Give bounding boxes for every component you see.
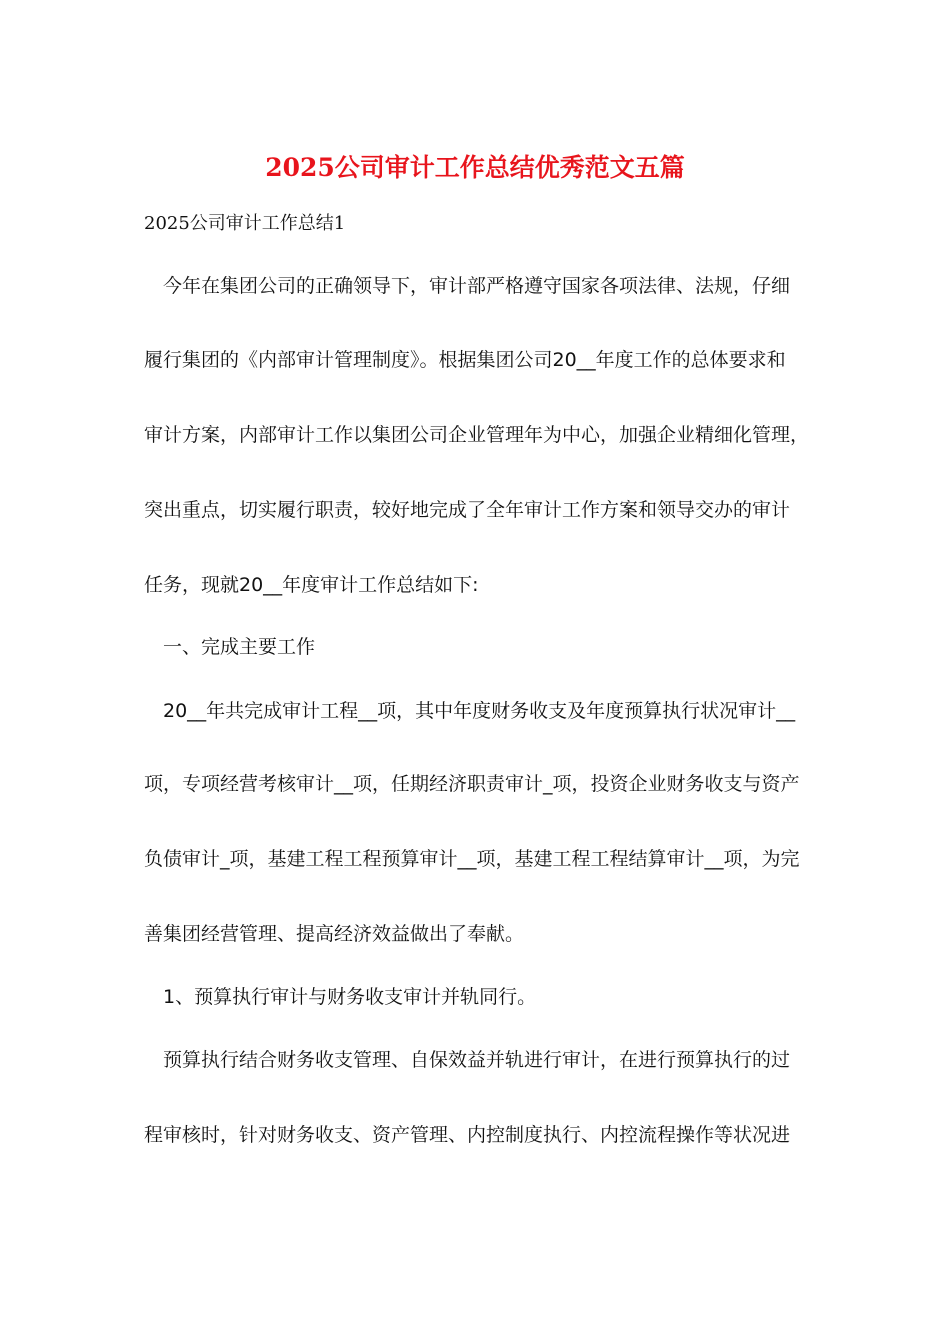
paragraph-line: 任务，现就20__年度审计工作总结如下: (144, 574, 479, 596)
section-subtitle: 2025公司审计工作总结1 (144, 213, 346, 234)
paragraph-line: 突出重点，切实履行职责，较好地完成了全年审计工作方案和领导交办的审计 (144, 499, 791, 521)
paragraph-line: 今年在集团公司的正确领导下，审计部严格遵守国家各项法律、法规，仔细 (163, 275, 791, 297)
document-title: 2025公司审计工作总结优秀范文五篇 (265, 153, 685, 182)
paragraph-line: 程审核时，针对财务收支、资产管理、内控制度执行、内控流程操作等状况进 (144, 1124, 791, 1146)
paragraph-line: 项，专项经营考核审计__项，任期经济职责审计_项，投资企业财务收支与资产 (144, 773, 800, 795)
section-heading: 一、完成主要工作 (163, 636, 316, 658)
paragraph-line: 负债审计_项，基建工程工程预算审计__项，基建工程工程结算审计__项，为完 (144, 848, 800, 870)
paragraph-line: 善集团经营管理、提高经济效益做出了奉献。 (144, 923, 525, 945)
paragraph-line: 审计方案，内部审计工作以集团公司企业管理年为中心，加强企业精细化管理， (144, 424, 810, 446)
paragraph-line: 20__年共完成审计工程__项，其中年度财务收支及年度预算执行状况审计__ (163, 700, 796, 722)
paragraph-line: 履行集团的《内部审计管理制度》。根据集团公司20__年度工作的总体要求和 (144, 349, 786, 371)
subsection-heading: 1、预算执行审计与财务收支审计并轨同行。 (163, 986, 537, 1008)
paragraph-line: 预算执行结合财务收支管理、自保效益并轨进行审计，在进行预算执行的过 (163, 1049, 791, 1071)
